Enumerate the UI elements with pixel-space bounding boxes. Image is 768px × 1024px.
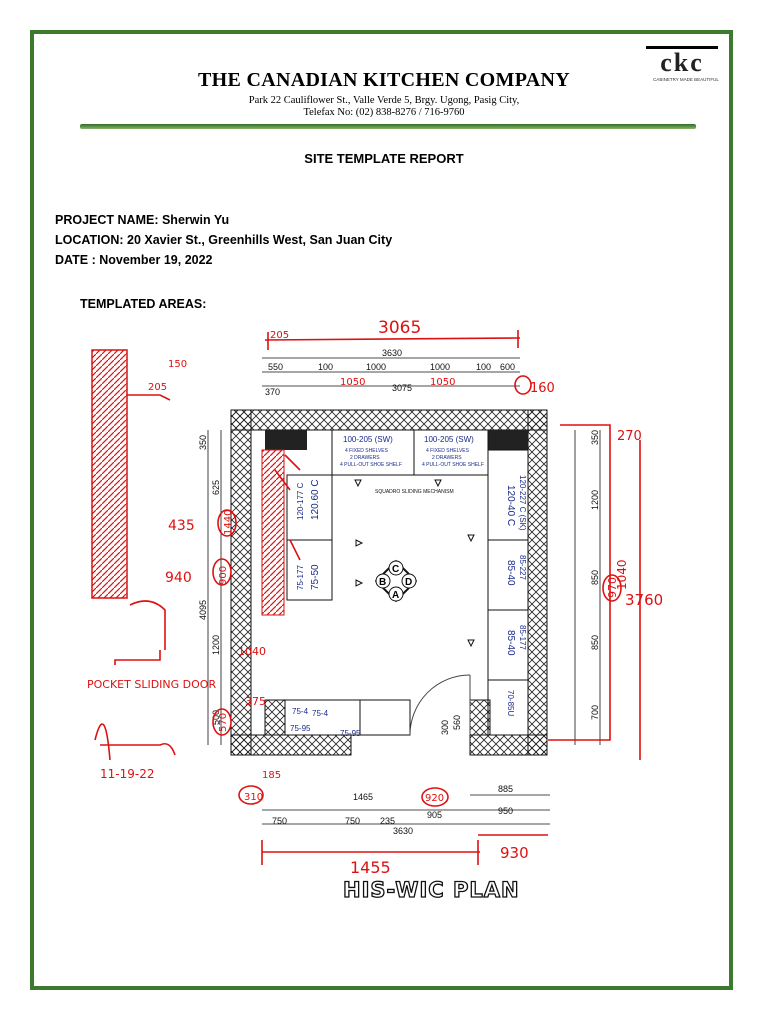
project-name-label: PROJECT NAME: [55, 213, 159, 227]
squadro-label: SQUADRO SLIDING MECHANISM [375, 489, 454, 495]
svg-text:570: 570 [218, 712, 229, 732]
red-marked-wall [92, 350, 127, 598]
svg-text:B: B [379, 577, 387, 588]
svg-text:3075: 3075 [392, 383, 413, 393]
red-marked-column [262, 450, 284, 615]
svg-text:1000: 1000 [430, 362, 451, 372]
logo-tagline: CABINETRY MADE BEAUTIFUL [653, 77, 719, 82]
compass-rose [376, 561, 416, 601]
svg-text:3630: 3630 [382, 348, 403, 358]
svg-text:310: 310 [244, 792, 264, 803]
svg-text:930: 930 [500, 844, 529, 862]
svg-text:600: 600 [500, 362, 516, 372]
label-top-right-cabinet: 100-205 (SW) [424, 435, 474, 444]
svg-text:235: 235 [380, 816, 396, 826]
location-value: 20 Xavier St., Greenhills West, San Juan City [127, 233, 393, 247]
company-telefax: Telefax No: (02) 838-8276 / 716-9760 [303, 107, 465, 118]
squadro-arrows [355, 480, 474, 646]
svg-text:1440: 1440 [223, 509, 234, 535]
label-right-low: 85-177 [518, 625, 527, 650]
svg-text:435: 435 [168, 518, 195, 534]
svg-text:1040: 1040 [615, 559, 629, 590]
svg-text:1465: 1465 [353, 792, 374, 802]
svg-text:185: 185 [262, 770, 282, 781]
svg-text:850: 850 [590, 634, 600, 650]
svg-text:905: 905 [427, 810, 443, 820]
project-name-value: Sherwin Yu [161, 213, 230, 227]
plan-title: HIS-WIC PLAN [343, 878, 520, 902]
svg-text:885: 885 [498, 784, 514, 794]
label-bottom-b: 75-4 [312, 709, 329, 718]
label-drawers: 2 DRAWERS [350, 455, 380, 461]
svg-text:300: 300 [440, 719, 450, 735]
svg-text:1200: 1200 [590, 489, 600, 510]
date-value: November 19, 2022 [99, 253, 213, 267]
svg-text:4 FIXED SHELVES: 4 FIXED SHELVES [426, 448, 469, 454]
svg-text:100: 100 [318, 362, 334, 372]
svg-text:1455: 1455 [350, 858, 391, 877]
svg-text:100: 100 [476, 362, 492, 372]
label-left-upper-b: 120.60 C [310, 479, 321, 520]
svg-text:1200: 1200 [211, 634, 221, 655]
svg-text:970: 970 [606, 577, 619, 598]
label-left-upper: 120-177 C [296, 482, 305, 520]
report-title: SITE TEMPLATE REPORT [304, 151, 464, 166]
label-shoe-shelf: 4 PULL-OUT SHOE SHELF [340, 462, 402, 468]
svg-text:D: D [405, 577, 413, 588]
svg-text:900: 900 [218, 565, 229, 585]
label-bottom-c: 75-95 [290, 724, 311, 733]
svg-text:A: A [392, 590, 400, 601]
svg-text:3630: 3630 [393, 826, 414, 836]
svg-text:1050: 1050 [430, 377, 456, 388]
svg-text:550: 550 [268, 362, 284, 372]
svg-text:950: 950 [498, 806, 514, 816]
svg-text:350: 350 [198, 434, 208, 450]
svg-text:500: 500 [211, 709, 221, 725]
label-right-upper-b: 120-40 C [505, 485, 516, 527]
label-right-low-b: 85-40 [505, 630, 516, 656]
svg-text:150: 150 [168, 359, 188, 370]
svg-text:205: 205 [270, 330, 290, 341]
date-label: DATE : [55, 253, 96, 267]
svg-text:C: C [392, 564, 400, 575]
svg-text:270: 270 [617, 429, 642, 444]
red-markup-texts [87, 318, 663, 877]
svg-text:1050: 1050 [340, 377, 366, 388]
logo-text: ckc [660, 48, 704, 77]
label-left-lower: 75-177 [296, 565, 305, 590]
label-bottom-d: 75-95 [340, 729, 361, 738]
company-address: Park 22 Cauliflower St., Valle Verde 5, Brgy. Ugong, Pasig City, [248, 95, 520, 106]
svg-text:370: 370 [265, 387, 281, 397]
signature-date: 11-19-22 [100, 767, 155, 781]
location-label: LOCATION: [55, 233, 124, 247]
company-name: THE CANADIAN KITCHEN COMPANY [198, 69, 570, 91]
label-fixed-shelves: 4 FIXED SHELVES [345, 448, 388, 454]
svg-text:850: 850 [590, 569, 600, 585]
svg-text:375: 375 [245, 695, 266, 708]
svg-text:3065: 3065 [378, 318, 422, 338]
svg-text:4 PULL-OUT SHOE SHELF: 4 PULL-OUT SHOE SHELF [422, 462, 484, 468]
label-right-upper: 120-227 C (SK) [518, 475, 527, 531]
svg-text:750: 750 [272, 816, 288, 826]
label-right-bottom: 70-85U [506, 690, 515, 717]
svg-text:3760: 3760 [625, 591, 664, 609]
svg-text:560: 560 [452, 714, 462, 730]
label-left-lower-b: 75-50 [310, 564, 321, 590]
svg-text:940: 940 [165, 570, 192, 586]
label-top-left-cabinet: 100-205 (SW) [343, 435, 393, 444]
label-right-mid: 85-227 [518, 555, 527, 580]
svg-text:1000: 1000 [366, 362, 387, 372]
svg-text:160: 160 [530, 381, 555, 396]
label-right-mid-b: 85-40 [505, 560, 516, 586]
svg-text:700: 700 [590, 704, 600, 720]
svg-text:205: 205 [148, 382, 168, 393]
svg-text:920: 920 [425, 793, 445, 804]
label-bottom-a: 75-4 [292, 707, 309, 716]
svg-text:750: 750 [345, 816, 361, 826]
svg-text:1040: 1040 [238, 645, 266, 658]
svg-text:4095: 4095 [198, 599, 208, 620]
pocket-sliding-door-note: POCKET SLIDING DOOR [87, 678, 217, 691]
svg-text:625: 625 [211, 479, 221, 495]
templated-areas-label: TEMPLATED AREAS: [80, 297, 207, 311]
svg-text:2 DRAWERS: 2 DRAWERS [432, 455, 462, 461]
svg-text:350: 350 [590, 429, 600, 445]
